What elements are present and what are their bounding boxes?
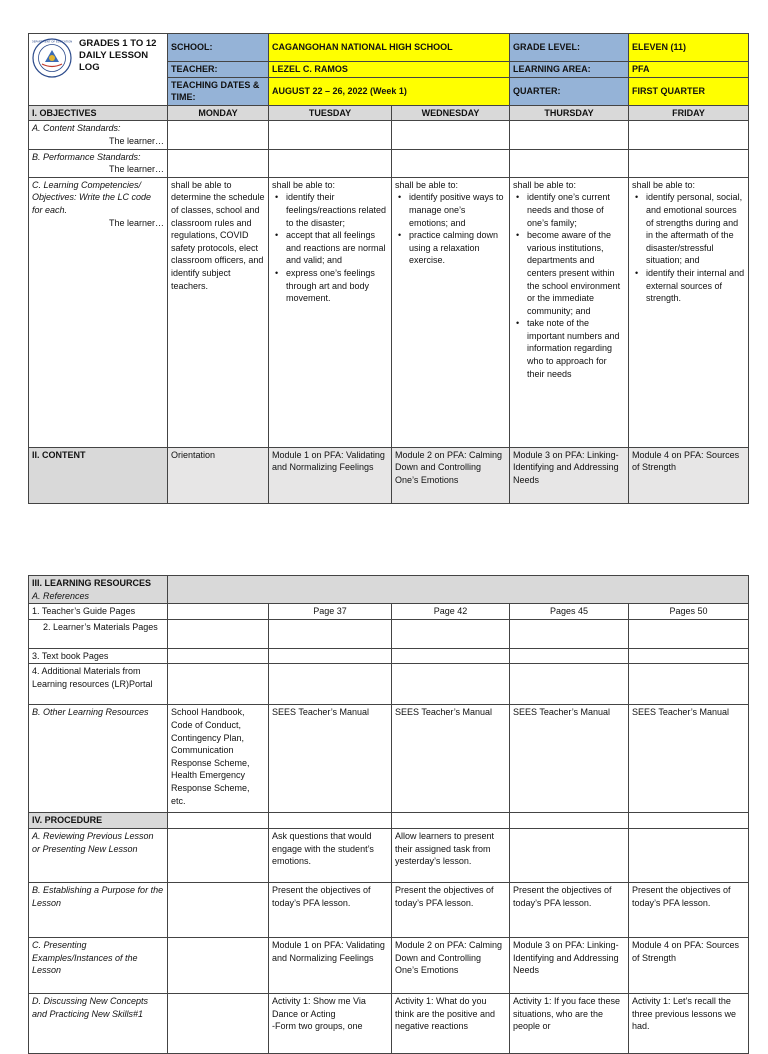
cell — [510, 813, 629, 829]
lc-thursday — [510, 177, 629, 447]
procedure-a-thursday — [510, 828, 629, 882]
cell — [510, 121, 629, 149]
lc-thursday-intro: shall be able to: — [513, 179, 577, 190]
lc-thursday-list — [513, 191, 625, 380]
objectives-heading: I. OBJECTIVES — [29, 105, 168, 121]
procedure-a-wednesday: Allow learners to present their assigned task from yesterday’s lesson. — [392, 828, 510, 882]
other-resources-friday: SEES Teacher’s Manual — [629, 705, 749, 813]
grade-level-value: ELEVEN (11) — [629, 34, 749, 62]
other-resources-label: B. Other Learning Resources — [29, 705, 168, 813]
teachers-guide-label: 1. Teacher’s Guide Pages — [29, 604, 168, 620]
procedure-a-friday — [629, 828, 749, 882]
dll-table-bottom — [28, 575, 749, 1054]
content-standards-title: A. Content Standards: — [32, 123, 121, 134]
procedure-b-wednesday: Present the objectives of today’s PFA lesson. — [392, 882, 510, 937]
procedure-b-thursday: Present the objectives of today’s PFA lesson. — [510, 882, 629, 937]
procedure-c-tuesday: Module 1 on PFA: Validating and Normalizing Feelings — [269, 937, 392, 993]
cell — [392, 648, 510, 664]
logo-ring-text: DEPARTMENT OF EDUCATION — [32, 39, 72, 44]
procedure-d-label: D. Discussing New Concepts and Practicing New Skills#1 — [29, 993, 168, 1053]
procedure-c-label: C. Presenting Examples/Instances of the Lesson — [29, 937, 168, 993]
lc-friday-intro: shall be able to: — [632, 179, 696, 190]
other-resources-tuesday: SEES Teacher’s Manual — [269, 705, 392, 813]
content-monday: Orientation — [168, 447, 269, 503]
day-header-monday: MONDAY — [168, 105, 269, 121]
lc-friday — [629, 177, 749, 447]
lc-monday-text: shall be able to determine the schedule of classes, school and classroom rules and regulations, COVID safety protocols, elect classroom officers, and identify subject teachers. — [171, 179, 265, 291]
procedure-b-friday: Present the objectives of today’s PFA lesson. — [629, 882, 749, 937]
procedure-c-monday — [168, 937, 269, 993]
header-logo-cell — [29, 34, 168, 106]
content-thursday: Module 3 on PFA: Linking-Identifying and Addressing Needs — [510, 447, 629, 503]
header-title-line: DAILY LESSON — [79, 50, 149, 61]
learning-area-value: PFA — [629, 62, 749, 78]
day-header-friday: FRIDAY — [629, 105, 749, 121]
cell — [629, 149, 749, 177]
lc-tuesday — [269, 177, 392, 447]
procedure-b-monday — [168, 882, 269, 937]
procedure-d-thursday: Activity 1: If you face these situations, who are the people or — [510, 993, 629, 1053]
lc-tuesday-intro: shall be able to: — [272, 179, 336, 190]
performance-standards-learner: The learner… — [108, 164, 164, 175]
learning-resources-title: III. LEARNING RESOURCES — [32, 578, 152, 588]
cell — [510, 149, 629, 177]
school-value: CAGANGOHAN NATIONAL HIGH SCHOOL — [269, 34, 510, 62]
procedure-d-tuesday: Activity 1: Show me Via Dance or Acting -Form two groups, one — [269, 993, 392, 1053]
list-item: • become aware of the various institutions, departments and centers present within the school environment or the immediate community; and — [527, 229, 625, 317]
cell — [510, 648, 629, 664]
tg-wednesday: Page 42 — [392, 604, 510, 620]
cell — [168, 619, 269, 648]
content-heading: II. CONTENT — [29, 447, 168, 503]
cell — [269, 664, 392, 705]
learners-materials-label: 2. Learner’s Materials Pages — [29, 619, 168, 648]
cell — [269, 619, 392, 648]
cell — [392, 149, 510, 177]
other-resources-thursday: SEES Teacher’s Manual — [510, 705, 629, 813]
list-item: • identify one’s current needs and those of one’s family; — [527, 191, 625, 229]
deped-seal-icon — [32, 38, 72, 78]
cell — [392, 121, 510, 149]
procedure-a-monday — [168, 828, 269, 882]
cell — [269, 648, 392, 664]
cell — [168, 664, 269, 705]
lc-wednesday — [392, 177, 510, 447]
tg-tuesday: Page 37 — [269, 604, 392, 620]
performance-standards-label — [29, 149, 168, 177]
procedure-d-wednesday: Activity 1: What do you think are the positive and negative reactions — [392, 993, 510, 1053]
textbook-pages-label: 3. Text book Pages — [29, 648, 168, 664]
cell — [510, 664, 629, 705]
lc-tuesday-list — [272, 191, 388, 304]
header-title-line: GRADES 1 TO 12 — [79, 38, 157, 49]
procedure-d-friday: Activity 1: Let’s recall the three previous lessons we had. — [629, 993, 749, 1053]
cell — [392, 619, 510, 648]
procedure-heading: IV. PROCEDURE — [29, 813, 168, 829]
procedure-a-label: A. Reviewing Previous Lesson or Presenting New Lesson — [29, 828, 168, 882]
content-friday: Module 4 on PFA: Sources of Strength — [629, 447, 749, 503]
tg-monday — [168, 604, 269, 620]
learning-competencies-learner: The learner… — [108, 217, 164, 228]
cell — [629, 121, 749, 149]
procedure-a-tuesday: Ask questions that would engage with the student’s emotions. — [269, 828, 392, 882]
lc-wednesday-list — [395, 191, 506, 267]
grade-level-label: GRADE LEVEL: — [510, 34, 629, 62]
cell — [269, 121, 392, 149]
learning-competencies-title: C. Learning Competencies/ Objectives: Write the LC code for each. — [32, 179, 152, 215]
day-header-thursday: THURSDAY — [510, 105, 629, 121]
list-item: • identify their feelings/reactions related to the disaster; — [286, 191, 388, 229]
cell — [168, 813, 269, 829]
performance-standards-title: B. Performance Standards: — [32, 151, 141, 162]
quarter-label: QUARTER: — [510, 77, 629, 105]
procedure-c-friday: Module 4 on PFA: Sources of Strength — [629, 937, 749, 993]
learning-competencies-label — [29, 177, 168, 447]
other-resources-wednesday: SEES Teacher’s Manual — [392, 705, 510, 813]
content-wednesday: Module 2 on PFA: Calming Down and Controlling One’s Emotions — [392, 447, 510, 503]
list-item: • take note of the important numbers and information regarding who to approach for their needs — [527, 317, 625, 380]
teaching-dates-label: TEACHING DATES & TIME: — [168, 77, 269, 105]
lc-wednesday-intro: shall be able to: — [395, 179, 459, 190]
day-header-tuesday: TUESDAY — [269, 105, 392, 121]
cell — [629, 648, 749, 664]
cell — [629, 619, 749, 648]
cell — [168, 121, 269, 149]
lc-monday — [168, 177, 269, 447]
cell — [168, 576, 749, 604]
procedure-b-tuesday: Present the objectives of today’s PFA lesson. — [269, 882, 392, 937]
cell — [510, 619, 629, 648]
lc-friday-list — [632, 191, 745, 304]
day-header-wednesday: WEDNESDAY — [392, 105, 510, 121]
dll-table-top — [28, 33, 749, 504]
references-label: A. References — [32, 590, 90, 601]
content-tuesday: Module 1 on PFA: Validating and Normalizing Feelings — [269, 447, 392, 503]
header-title — [79, 38, 168, 74]
list-item: • express one’s feelings through art and body movement. — [286, 267, 388, 305]
teacher-value: LEZEL C. RAMOS — [269, 62, 510, 78]
procedure-d-monday — [168, 993, 269, 1053]
list-item: • practice calming down using a relaxation exercise. — [409, 229, 506, 267]
content-standards-learner: The learner… — [108, 135, 164, 146]
learning-area-label: LEARNING AREA: — [510, 62, 629, 78]
cell — [629, 813, 749, 829]
list-item: • identify their internal and external sources of strength. — [646, 267, 745, 305]
cell — [168, 149, 269, 177]
cell — [392, 813, 510, 829]
cell — [168, 648, 269, 664]
other-resources-monday: School Handbook, Code of Conduct, Contingency Plan, Communication Response Scheme, Health Emergency Response Scheme, etc. — [168, 705, 269, 813]
cell — [269, 813, 392, 829]
procedure-c-wednesday: Module 2 on PFA: Calming Down and Controlling One’s Emotions — [392, 937, 510, 993]
additional-materials-label: 4. Additional Materials from Learning resources (LR)Portal — [29, 664, 168, 705]
content-standards-label — [29, 121, 168, 149]
list-item: • accept that all feelings and reactions are normal and valid; and — [286, 229, 388, 267]
cell — [392, 664, 510, 705]
cell — [629, 664, 749, 705]
tg-thursday: Pages 45 — [510, 604, 629, 620]
list-item: • identify positive ways to manage one’s emotions; and — [409, 191, 506, 229]
learning-resources-heading — [29, 576, 168, 604]
teaching-dates-value: AUGUST 22 – 26, 2022 (Week 1) — [269, 77, 510, 105]
cell — [269, 149, 392, 177]
header-title-line: LOG — [79, 62, 100, 73]
quarter-value: FIRST QUARTER — [629, 77, 749, 105]
procedure-c-thursday: Module 3 on PFA: Linking-Identifying and Addressing Needs — [510, 937, 629, 993]
procedure-b-label: B. Establishing a Purpose for the Lesson — [29, 882, 168, 937]
tg-friday: Pages 50 — [629, 604, 749, 620]
list-item: • identify personal, social, and emotional sources of strengths during and in the aftermath of the disaster/stressful situation; and — [646, 191, 745, 267]
teacher-label: TEACHER: — [168, 62, 269, 78]
school-label: SCHOOL: — [168, 34, 269, 62]
